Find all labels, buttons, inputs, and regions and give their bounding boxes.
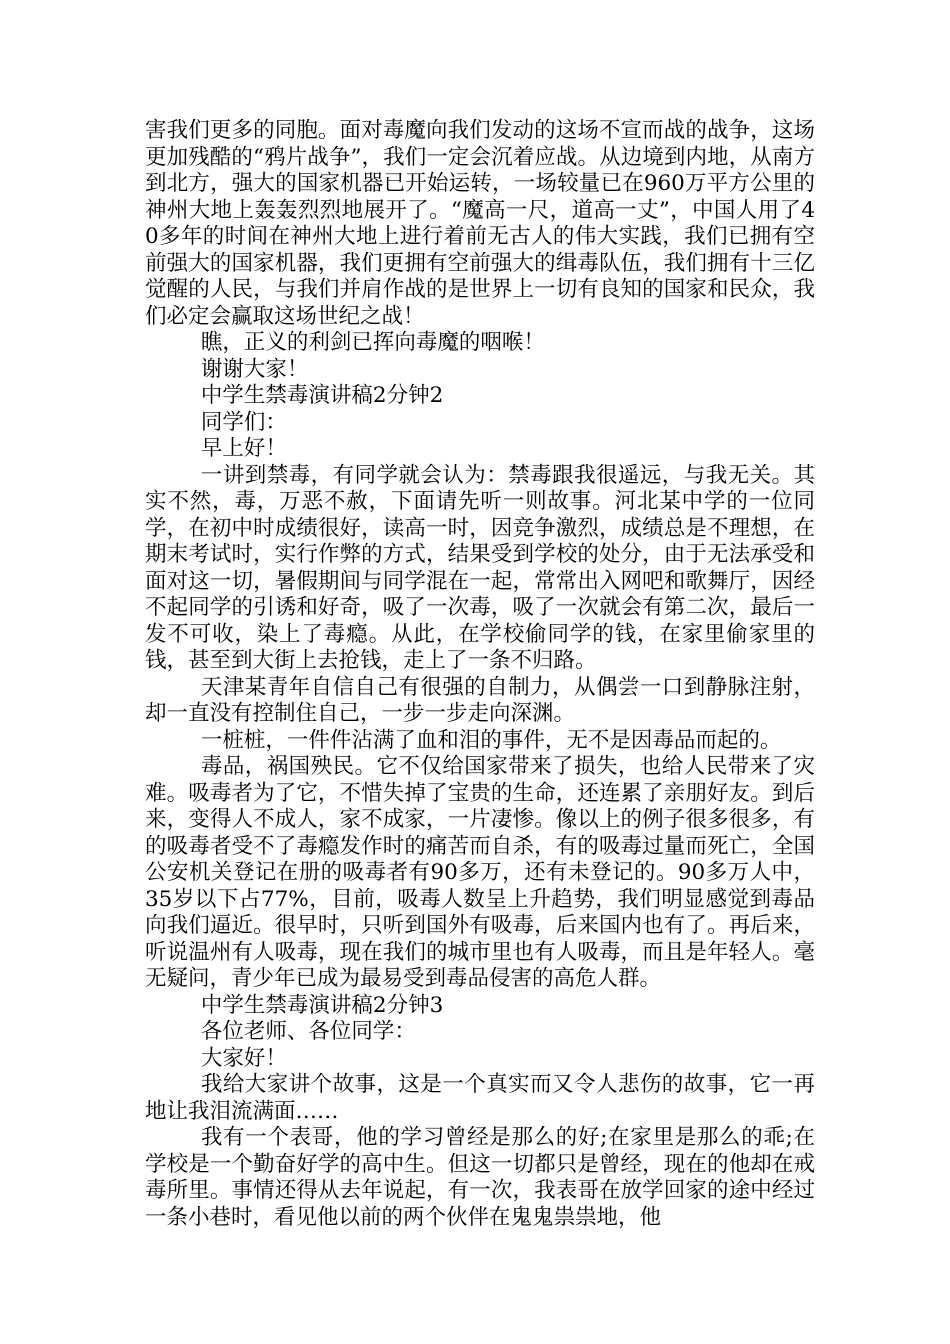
paragraph-continuation: 害我们更多的同胞。面对毒魔向我们发动的这场不宣而战的战争，这场更加残酷的“鸦片战争”，我们一定会沉着应战。从边境到内地，从南方到北方，强大的国家机器已开始运转，一场较量已在960万平方公里的神州大地上轰轰烈烈地展开了。“魔高一尺，道高一丈”，中国人用了40多年的时间在神州大地上进行着前无古人的伟大实践，我们已拥有空前强大的国家机器，我们更拥有空前强大的缉毒队伍，我们拥有十三亿觉醒的人民，与我们并肩作战的是世界上一切有良知的国家和民众，我们必定会赢取这场世纪之战！	[145, 118, 815, 329]
paragraph-story-tianjin: 天津某青年自信自己有很强的自制力，从偶尝一口到静脉注射，却一直没有控制住自己，一步一步走向深渊。	[145, 674, 815, 726]
paragraph-sword: 瞧，正义的利剑已挥向毒魔的咽喉！	[200, 330, 545, 355]
paragraph-greeting-students: 同学们：	[200, 409, 287, 435]
paragraph-story-cousin: 我有一个表哥，他的学习曾经是那么的好;在家里是那么的乖;在学校是一个勤奋好学的高中生。但这一切都只是曾经，现在的他却在戒毒所里。事情还得从去年说起，有一次，我表哥在放学回家的途中经过一条小巷时，看见他以前的两个伙伴在鬼鬼祟祟地，他	[145, 1125, 815, 1230]
paragraph-cases: 一桩桩，一件件沾满了血和泪的事件，无不是因毒品而起的。	[200, 727, 782, 753]
document-body	[145, 118, 815, 1231]
speech-heading-3: 中学生禁毒演讲稿2分钟3	[200, 992, 444, 1018]
paragraph-hello-everyone: 大家好！	[200, 1045, 287, 1071]
paragraph-thanks: 谢谢大家！	[200, 356, 309, 382]
paragraph-story-intro: 我给大家讲个故事，这是一个真实而又令人悲伤的故事，它一再地让我泪流满面……	[145, 1072, 815, 1124]
paragraph-drug-harm: 毒品，祸国殃民。它不仅给国家带来了损失，也给人民带来了灾难。吸毒者为了它，不惜失掉了宝贵的生命，还连累了亲朋好友。到后来，变得人不成人，家不成家，一片凄惨。像以上的例子很多很多，有的吸毒者受不了毒瘾发作时的痛苦而自杀，有的吸毒过量而死亡，全国公安机关登记在册的吸毒者有90多万，还有未登记的。90多万人中，35岁以下占77%，目前，吸毒人数呈上升趋势，我们明显感觉到毒品向我们逼近。很早时，只听到国外有吸毒，后来国内也有了。再后来，听说温州有人吸毒，现在我们的城市里也有人吸毒，而且是年轻人。毫无疑问，青少年已成为最易受到毒品侵害的高危人群。	[145, 754, 815, 991]
speech-heading-2: 中学生禁毒演讲稿2分钟2	[200, 383, 444, 408]
paragraph-story-hebei: 一讲到禁毒，有同学就会认为：禁毒跟我很遥远，与我无关。其实不然，毒，万恶不赦，下面请先听一则故事。河北某中学的一位同学，在初中时成绩很好，读高一时，因竞争激烈，成绩总是不理想，在期末考试时，实行作弊的方式，结果受到学校的处分，由于无法承受和面对这一切，暑假期间与同学混在一起，常常出入网吧和歌舞厅，因经不起同学的引诱和好奇，吸了一次毒，吸了一次就会有第二次，最后一发不可收，染上了毒瘾。从此，在学校偷同学的钱，在家里偷家里的钱，甚至到大街上去抢钱，走上了一条不归路。	[145, 462, 815, 673]
paragraph-greeting-teachers: 各位老师、各位同学：	[200, 1019, 416, 1044]
paragraph-good-morning: 早上好！	[200, 436, 287, 461]
